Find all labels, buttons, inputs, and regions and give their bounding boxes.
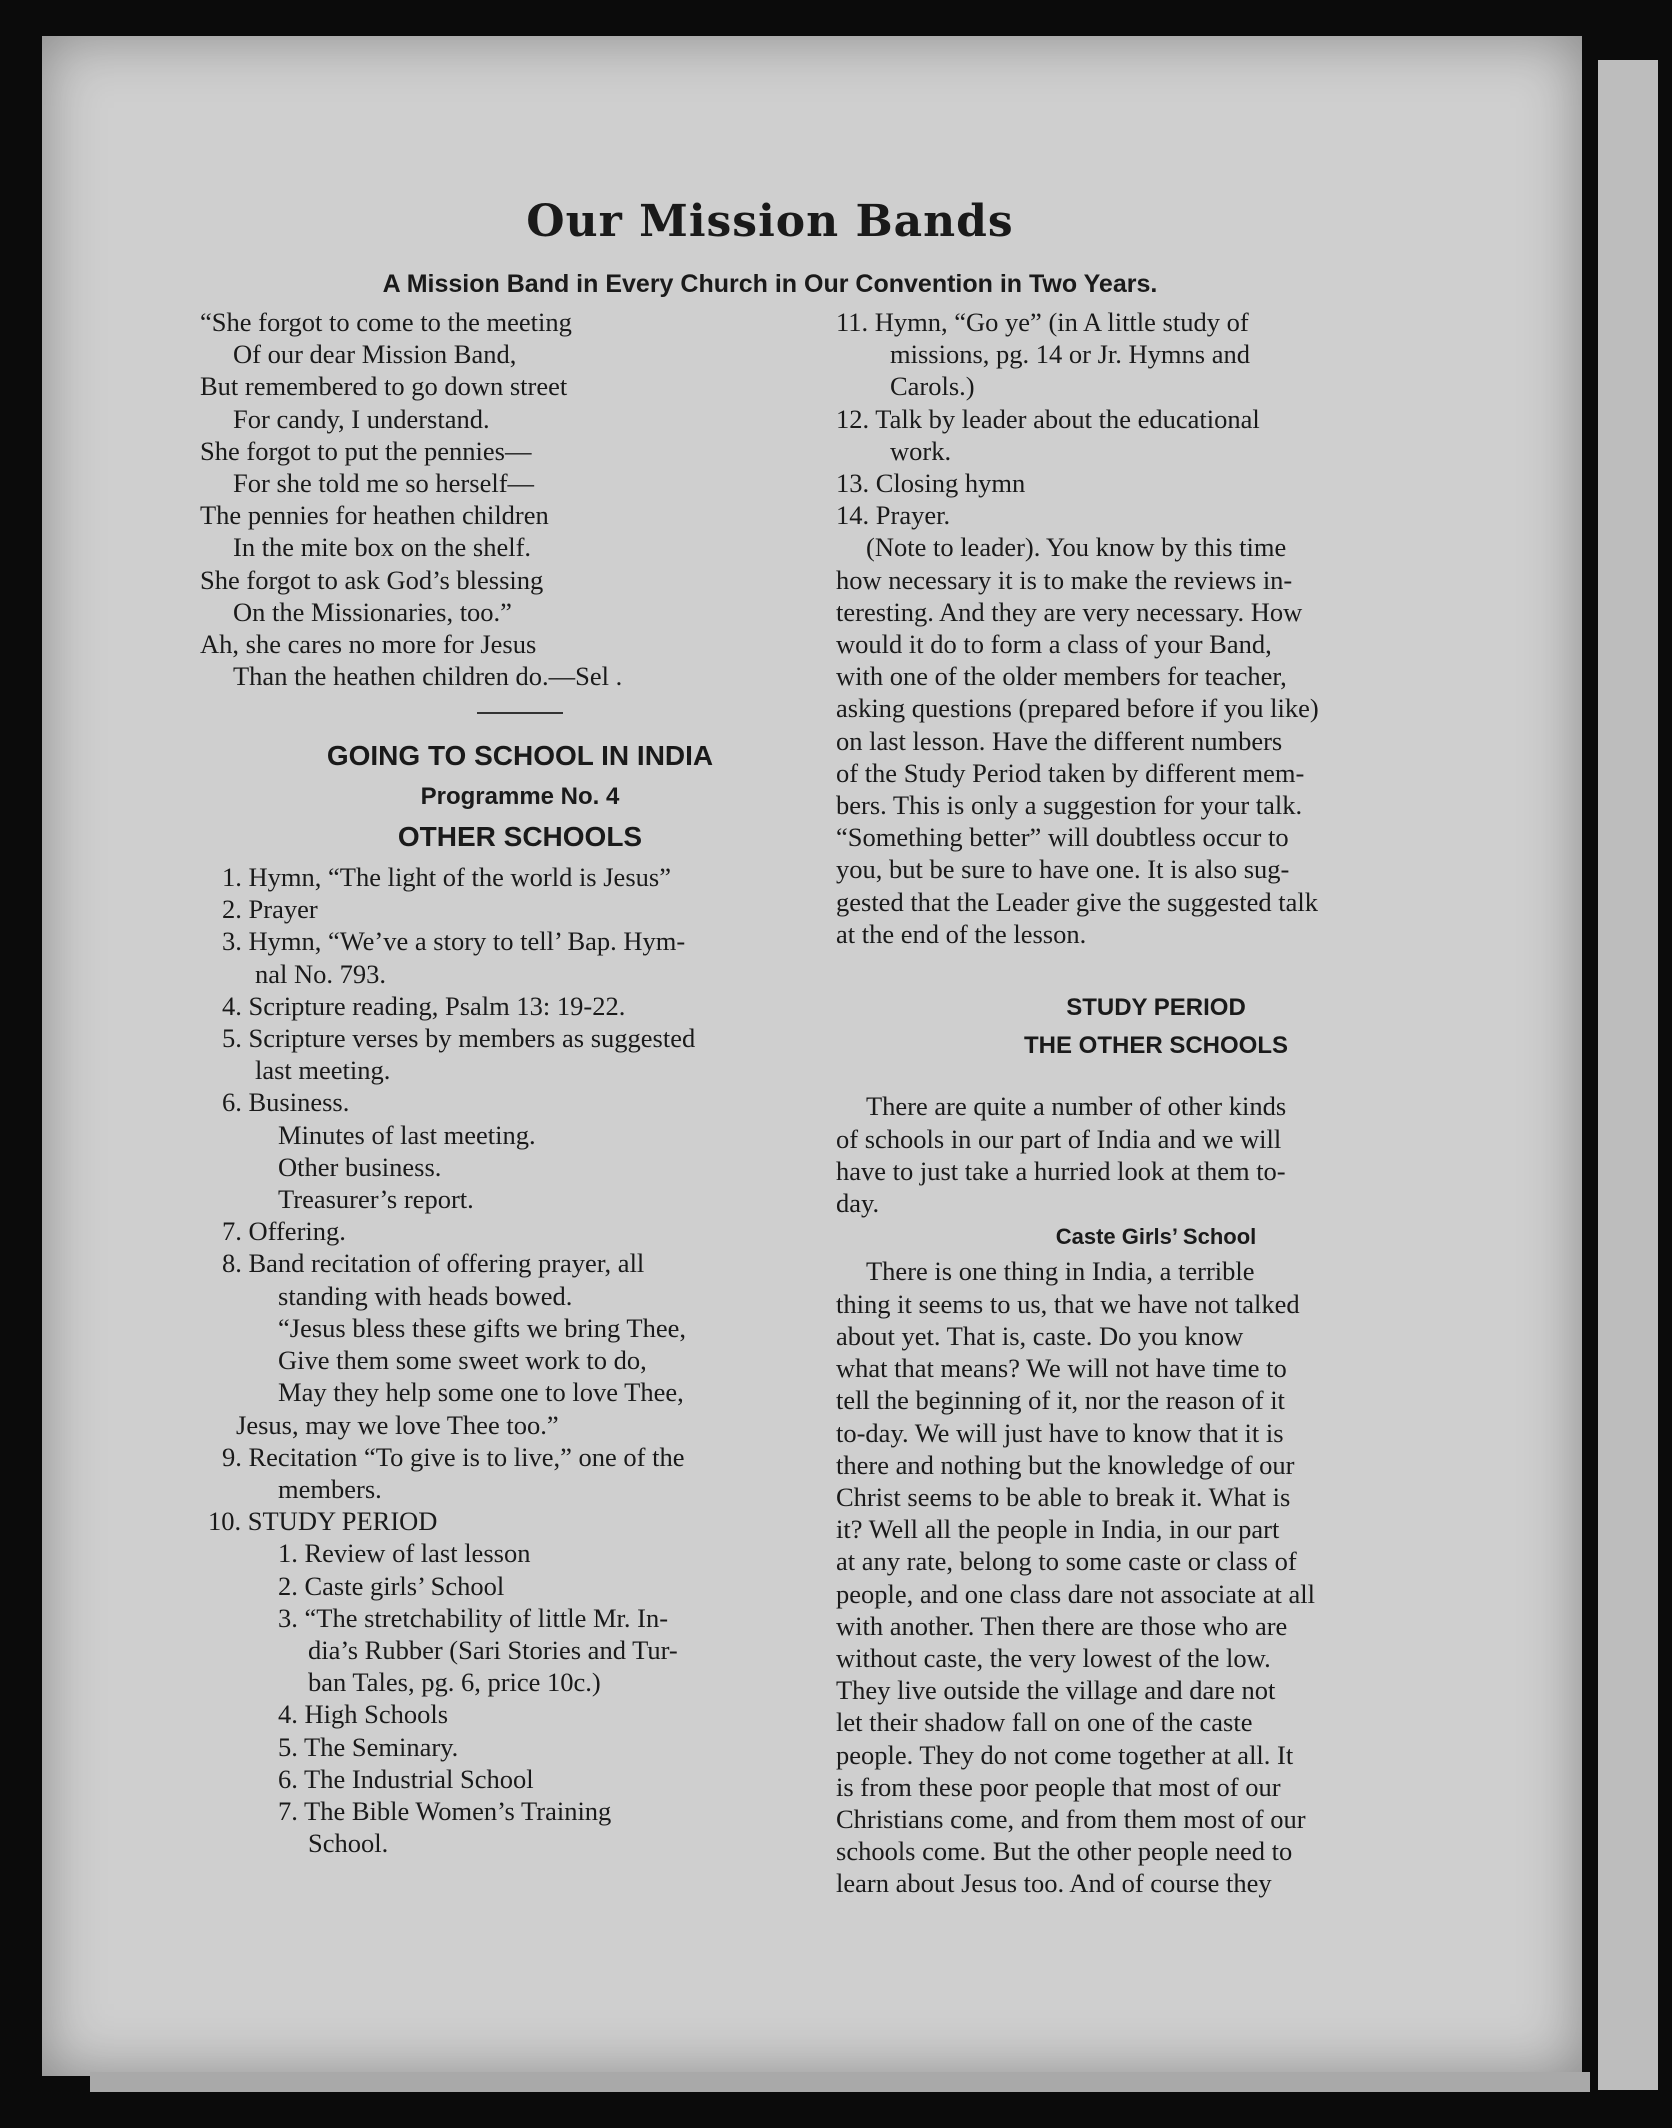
poem-line: “She forgot to come to the meeting bbox=[200, 307, 572, 337]
programme-subitem: 6. The Industrial School bbox=[278, 1763, 534, 1794]
programme-subitem: 5. The Seminary. bbox=[278, 1731, 459, 1762]
note-line: gested that the Leader give the suggested talk bbox=[836, 886, 1318, 917]
programme-subitem: 3. “The stretchability of little Mr. In- bbox=[278, 1602, 669, 1633]
spacer bbox=[836, 1068, 1476, 1090]
programme-item: 14. Prayer. bbox=[836, 500, 951, 531]
poem-line: But remembered to go down street bbox=[200, 371, 568, 402]
programme-item: nal No. 793. bbox=[255, 958, 387, 989]
caste-line: people. They do not come together at all. It bbox=[836, 1739, 1294, 1770]
programme-item: 13. Closing hymn bbox=[836, 468, 1026, 499]
note-line: at the end of the lesson. bbox=[836, 918, 1087, 949]
caste-line: at any rate, belong to some caste or class of bbox=[836, 1546, 1297, 1577]
programme-item: 3. Hymn, “We’ve a story to tell’ Bap. Hym- bbox=[222, 926, 686, 957]
right-column bbox=[836, 306, 1476, 1900]
programme-item: 7. Offering. bbox=[222, 1216, 346, 1247]
caste-line: Christians come, and from them most of our bbox=[836, 1803, 1306, 1834]
programme-item: “Jesus bless these gifts we bring Thee, bbox=[278, 1312, 686, 1343]
programme-item: Other business. bbox=[278, 1151, 442, 1182]
programme-item: 8. Band recitation of offering prayer, all bbox=[222, 1248, 645, 1279]
note-line: asking questions (prepared before if you like) bbox=[836, 693, 1319, 724]
caste-line: about yet. That is, caste. Do you know bbox=[836, 1320, 1244, 1351]
caste-line: to-day. We will just have to know that it is bbox=[836, 1417, 1284, 1448]
poem-line: She forgot to ask God’s blessing bbox=[200, 564, 544, 595]
programme-item: members. bbox=[278, 1473, 382, 1504]
poem-line: The pennies for heathen children bbox=[200, 500, 549, 531]
caste-line: what that means? We will not have time to bbox=[836, 1353, 1287, 1384]
programme-subitem: ban Tales, pg. 6, price 10c.) bbox=[308, 1667, 601, 1698]
programme-item: Give them some sweet work to do, bbox=[278, 1345, 647, 1376]
programme-item: 6. Business. bbox=[222, 1087, 350, 1118]
programme-item: 2. Prayer bbox=[222, 894, 318, 925]
programme-item: Jesus, may we love Thee too.” bbox=[236, 1409, 559, 1440]
programme-subitem: 2. Caste girls’ School bbox=[278, 1570, 505, 1601]
facing-page-edge bbox=[1598, 60, 1658, 2090]
programme-number: Programme No. 4 bbox=[420, 782, 620, 810]
note-line: you, but be sure to have one. It is also sug- bbox=[836, 854, 1290, 885]
caste-line: it? Well all the people in India, in our part bbox=[836, 1514, 1280, 1545]
left-column bbox=[200, 306, 840, 1859]
caste-line: tell the beginning of it, nor the reason of it bbox=[836, 1385, 1285, 1416]
programme-item: May they help some one to love Thee, bbox=[278, 1377, 684, 1408]
note-line: teresting. And they are very necessary. How bbox=[836, 596, 1303, 627]
programme-item: Carols.) bbox=[890, 371, 975, 402]
caste-school-title: Caste Girls’ School bbox=[1055, 1224, 1257, 1250]
programme-item: work. bbox=[890, 435, 952, 466]
note-line: (Note to leader). You know by this time bbox=[866, 532, 1287, 563]
poem-line: Of our dear Mission Band, bbox=[233, 339, 517, 370]
poem-line: On the Missionaries, too.” bbox=[233, 596, 512, 627]
programme-item: 10. STUDY PERIOD bbox=[208, 1506, 438, 1537]
programme-subitem: 1. Review of last lesson bbox=[278, 1538, 531, 1569]
intro-line: of schools in our part of India and we will bbox=[836, 1123, 1282, 1154]
masthead-title: Our Mission Bands bbox=[526, 196, 1014, 247]
programme-subitem: 7. The Bible Women’s Training bbox=[278, 1795, 612, 1826]
note-line: bers. This is only a suggestion for your talk. bbox=[836, 790, 1303, 821]
note-line: how necessary it is to make the reviews in- bbox=[836, 564, 1293, 595]
note-line: “Something better” will doubtless occur to bbox=[836, 822, 1289, 853]
caste-line: thing it seems to us, that we have not talked bbox=[836, 1288, 1300, 1319]
programme-subitem: dia’s Rubber (Sari Stories and Tur- bbox=[308, 1634, 678, 1665]
programme-list bbox=[200, 861, 840, 1859]
caste-line: there and nothing but the knowledge of our bbox=[836, 1449, 1295, 1480]
programme-item: 5. Scripture verses by members as suggested bbox=[222, 1023, 696, 1054]
caste-line: There is one thing in India, a terrible bbox=[866, 1256, 1255, 1287]
caste-line: with another. Then there are those who are bbox=[836, 1610, 1288, 1641]
masthead-tagline: A Mission Band in Every Church in Our Convention in Two Years. bbox=[382, 270, 1158, 298]
programme-item: last meeting. bbox=[255, 1055, 391, 1086]
poem-line: Than the heathen children do.—Sel . bbox=[233, 661, 623, 692]
programme-item: 12. Talk by leader about the educational bbox=[836, 403, 1260, 434]
poem-line: For she told me so herself— bbox=[233, 468, 535, 499]
caste-line: people, and one class dare not associate at all bbox=[836, 1578, 1316, 1609]
programme-item: 9. Recitation “To give is to live,” one of the bbox=[222, 1441, 685, 1472]
note-line: on last lesson. Have the different numbers bbox=[836, 725, 1283, 756]
section-divider bbox=[477, 712, 563, 714]
note-line: with one of the older members for teacher, bbox=[836, 661, 1287, 692]
spacer bbox=[836, 950, 1476, 986]
note-line: of the Study Period taken by different mem- bbox=[836, 757, 1305, 788]
programme-item: Minutes of last meeting. bbox=[278, 1119, 536, 1150]
programme-item: missions, pg. 14 or Jr. Hymns and bbox=[890, 339, 1250, 370]
caste-line: learn about Jesus too. And of course they bbox=[836, 1868, 1272, 1899]
caste-line: schools come. But the other people need to bbox=[836, 1836, 1293, 1867]
programme-item: 11. Hymn, “Go ye” (in A little study of bbox=[836, 307, 1249, 337]
caste-line: without caste, the very lowest of the low. bbox=[836, 1642, 1271, 1673]
poem-line: In the mite box on the shelf. bbox=[233, 532, 532, 563]
intro-line: There are quite a number of other kinds bbox=[866, 1091, 1287, 1122]
programme-item: standing with heads bowed. bbox=[278, 1280, 573, 1311]
programme-item: 1. Hymn, “The light of the world is Jesus” bbox=[222, 862, 671, 893]
programme-subitem: School. bbox=[308, 1828, 389, 1859]
poem-line: She forgot to put the pennies— bbox=[200, 435, 532, 466]
programme-subitem: 4. High Schools bbox=[278, 1699, 449, 1730]
poem-line: Ah, she cares no more for Jesus bbox=[200, 629, 537, 660]
caste-line: let their shadow fall on one of the caste bbox=[836, 1707, 1253, 1738]
study-period-subtitle: THE OTHER SCHOOLS bbox=[1023, 1032, 1288, 1060]
page-bottom-edge bbox=[90, 2072, 1590, 2092]
programme-title: GOING TO SCHOOL IN INDIA bbox=[326, 740, 714, 772]
poem-line: For candy, I understand. bbox=[233, 403, 490, 434]
note-line: would it do to form a class of your Band, bbox=[836, 629, 1272, 660]
caste-line: Christ seems to be able to break it. What is bbox=[836, 1481, 1291, 1512]
caste-line: is from these poor people that most of our bbox=[836, 1771, 1281, 1802]
study-period-title: STUDY PERIOD bbox=[1066, 994, 1246, 1022]
intro-line: day. bbox=[836, 1188, 880, 1219]
caste-line: They live outside the village and dare not bbox=[836, 1675, 1276, 1706]
programme-item: Treasurer’s report. bbox=[278, 1184, 474, 1215]
intro-line: have to just take a hurried look at them to- bbox=[836, 1155, 1286, 1186]
programme-item: 4. Scripture reading, Psalm 13: 19-22. bbox=[222, 990, 626, 1021]
programme-subtitle: OTHER SCHOOLS bbox=[397, 820, 643, 852]
